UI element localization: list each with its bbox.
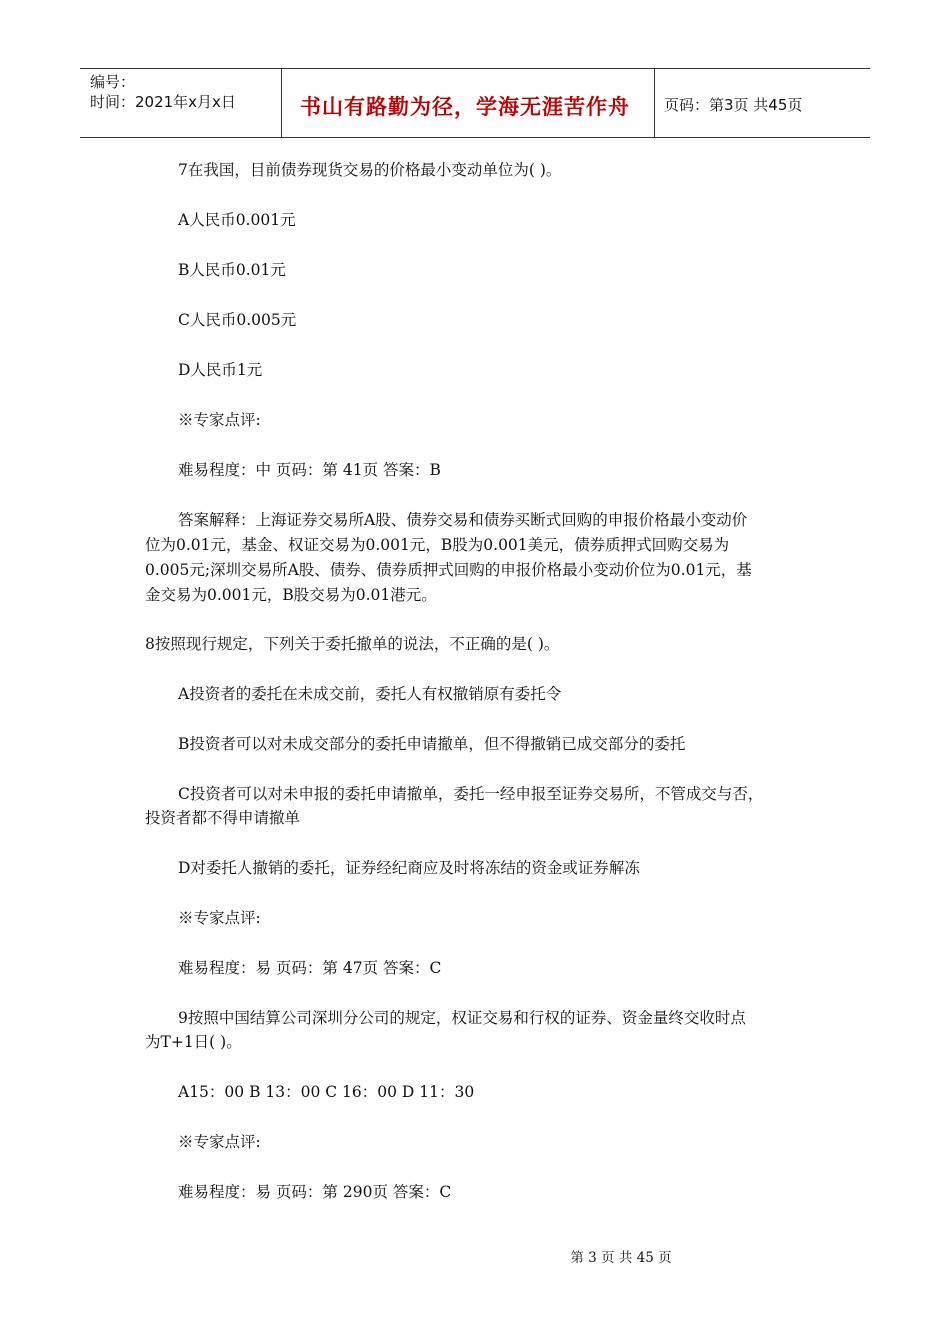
q7-explanation-line3: 0.005元;深圳交易所A股、债券、债券质押式回购的申报价格最小变动价位为0.01元，基 (145, 561, 752, 579)
q7-review-label: ※专家点评: (178, 411, 261, 429)
question-8: 8按照现行规定，下列关于委托撤单的说法，不正确的是( )。 (145, 635, 560, 653)
q8-option-c-line2: 投资者都不得申请撤单 (145, 809, 301, 827)
q9-meta: 难易程度：易 页码：第 290页 答案：C (178, 1183, 452, 1201)
header-info-cell (80, 69, 282, 137)
q8-review-label: ※专家点评: (178, 909, 261, 927)
header-page-cell (655, 69, 870, 137)
q7-meta: 难易程度：中 页码：第 41页 答案：B (178, 461, 441, 479)
q8-option-d: D对委托人撤销的委托，证券经纪商应及时将冻结的资金或证券解冻 (178, 859, 640, 877)
q9-review-label: ※专家点评: (178, 1133, 261, 1151)
page-info: 页码：第3页 共45页 (664, 96, 803, 114)
q8-meta: 难易程度：易 页码：第 47页 答案：C (178, 959, 442, 977)
q7-option-b: B人民币0.01元 (178, 261, 286, 279)
q7-option-d: D人民币1元 (178, 361, 263, 379)
number-label: 编号： (90, 73, 136, 91)
q8-option-a: A投资者的委托在未成交前，委托人有权撤销原有委托令 (178, 685, 562, 703)
q8-option-b: B投资者可以对未成交部分的委托申请撤单，但不得撤销已成交部分的委托 (178, 735, 686, 753)
question-9-line2: 为T+1日( )。 (145, 1033, 242, 1051)
page-footer (0, 1246, 950, 1266)
header-motto-cell (282, 69, 655, 137)
question-7: 7在我国，目前债券现货交易的价格最小变动单位为( )。 (178, 161, 562, 179)
q7-explanation-line2: 位为0.01元，基金、权证交易为0.001元，B股为0.001美元，债券质押式回购交易为 (145, 536, 730, 554)
q8-option-c-line1: C投资者可以对未申报的委托申请撤单，委托一经申报至证券交易所，不管成交与否， (178, 785, 764, 803)
motto: 书山有路勤为径，学海无涯苦作舟 (300, 95, 630, 119)
q7-option-c: C人民币0.005元 (178, 311, 297, 329)
footer-page-number: 第 3 页 共 45 页 (570, 1250, 672, 1266)
q7-explanation-line1: 答案解释：上海证券交易所A股、债券交易和债券买断式回购的申报价格最小变动价 (178, 511, 748, 529)
time-label: 时间：2021年x月x日 (90, 93, 236, 111)
q9-options: A15：00 B 13：00 C 16：00 D 11：30 (178, 1083, 475, 1101)
page-header (80, 68, 870, 138)
q7-option-a: A人民币0.001元 (178, 211, 296, 229)
q7-explanation-line4: 金交易为0.001元，B股交易为0.01港元。 (145, 586, 437, 604)
question-9-line1: 9按照中国结算公司深圳分公司的规定，权证交易和行权的证券、资金量终交收时点 (178, 1009, 746, 1027)
